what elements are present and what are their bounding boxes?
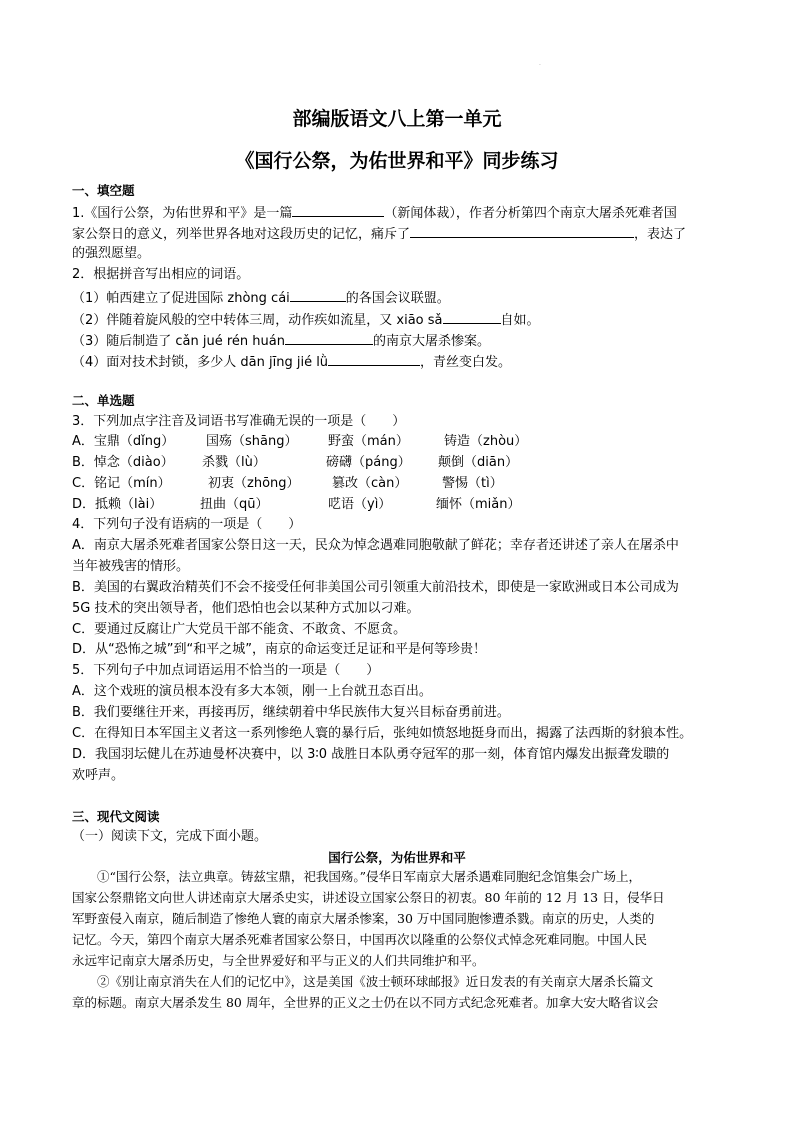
answer-blank [285,331,373,345]
article-line: 军野蛮侵入南京，随后制造了惨绝人寰的南京大屠杀惨案，30 万中国同胞惨遭杀戮。南京的历史，人类的 [72,911,655,926]
q4-option-b-cont: 5G 技术的突出领导者，他们恐怕也会以某种方式加以刁难。 [72,601,420,616]
answer-blank [410,224,634,238]
q4-option-a-cont: 当年被残害的情形。 [72,559,190,574]
reading-intro: （一）阅读下文，完成下面小题。 [72,829,268,844]
q5-option-d-cont: 欢呼声。 [72,768,125,783]
section-heading-single-choice: 二、单选题 [72,393,135,408]
article-line: 记忆。今天，第四个南京大屠杀死难者国家公祭日，中国再次以隆重的公祭仪式悼念死难同胞。中国人民 [72,932,648,947]
q1-line1: 1.《国行公祭，为佑世界和平》是一篇 （新闻体裁），作者分析第四个南京大屠杀死难者国 [72,203,732,222]
q2-item1: （1）帕西建立了促进国际 zhòng cái 的各国会议联盟。 [72,288,732,307]
q4-option-d: D．从“恐怖之城”到“和平之城”，南京的命运变迁足证和平是何等珍贵！ [72,642,486,657]
q2-item2: （2）伴随着旋风般的空中转体三周，动作疾如流星，又 xiāo sǎ 自如。 [72,310,732,329]
q5-option-c: C．在得知日本军国主义者这一系列惨绝人寰的暴行后，张纯如愤怒地挺身而出，揭露了法西斯的豺狼本性。 [72,726,693,741]
q4-option-a: A．南京大屠杀死难者国家公祭日这一天，民众为悼念遇难同胞敬献了鲜花；幸存者还讲述了亲人在屠杀中 [72,538,679,553]
article-line: ②《别让南京消失在人们的记忆中》，这是美国《波士顿环球邮报》近日发表的有关南京大屠杀长篇文 [72,974,654,989]
document-page: · 部编版语文八上第一单元 《国行公祭，为佑世界和平》同步练习 一、填空题 1.《国行公祭，为佑世界和平》是一篇 （新闻体裁），作者分析第四个南京大屠杀死难者国 家公祭日的意义，列举世界各地对这段历史的记忆，痛斥了 ，表达了 的强烈愿望。 2．根据拼音写出相应的词语。 （1）帕西建立了促进国际 zhòng cái 的各国会议联盟。 （2）伴随着旋风般的空中转体三周，动作疾如流星，又 xiāo sǎ 自如。 （3）随后制造了 cǎn jué rén huán 的南京大屠杀惨案。 （4）面对技术封锁，多少人 dān jīng jié lǜ ，青丝变白发。 二、单选题 3．下列加点字注音及词语书写准确无误的一项是（ ） A．宝鼎（dǐng） 国殇（shāng） 野蛮（mán） 铸造（zhòu） B．悼念（diào） 杀戮（lù） 磅礴（páng） 颠倒（diān） C．铭记（mín） 初衷（zhōng） 篡改（càn） 警惕（tì） D．抵赖（lài） 扭曲（qū） 呓语（yì） 缅怀（miǎn） 4．下列句子没有语病的一项是（ ） A．南京大屠杀死难者国家公祭日这一天，民众为悼念遇难同胞敬献了鲜花；幸存者还讲述了亲人在屠杀中 当年被残害的情形。 B．美国的右翼政治精英们不会不接受任何非美国公司引领重大前沿技术，即使是一家欧洲或日本公司成为 5G 技术的突出领导者，他们恐怕也会以某种方式加以刁难。 C．要通过反腐让广大党员干部不能贪、不敢贪、不愿贪。 D．从“恐怖之城”到“和平之城”，南京的命运变迁足证和平是何等珍贵！ 5．下列句子中加点词语运用不恰当的一项是（ ） A．这个戏班的演员根本没有多大本领，刚一上台就丑态百出。 B．我们要继往开来，再接再厉，继续朝着中华民族伟大复兴目标奋勇前进。 C．在得知日本军国主义者这一系列惨绝人寰的暴行后，张纯如愤怒地挺身而出，揭露了法西斯的豺狼本性。 D．我国羽坛健儿在苏迪曼杯决赛中，以 3∶0 战胜日本队勇夺冠军的那一刻，体育馆内爆发出振聋发聩的 欢呼声。 三、现代文阅读 （一）阅读下文，完成下面小题。 国行公祭，为佑世界和平 ①“国行公祭，法立典章。铸兹宝鼎，祀我国殇。”侵华日军南京大屠杀遇难同胞纪念馆集会广场上， 国家公祭鼎铭文向世人讲述南京大屠杀史实，讲述设立国家公祭日的初衷。80 年前的 12 月 13 日，侵华日 军野蛮侵入南京，随后制造了惨绝人寰的南京大屠杀惨案，30 万中国同胞惨遭杀戮。南京的历史，人类的 记忆。今天，第四个南京大屠杀死难者国家公祭日，中国再次以隆重的公祭仪式悼念死难同胞。中国人民 永远牢记南京大屠杀历史，与全世界爱好和平与正义的人们共同维护和平。 ②《别让南京消失在人们的记忆中》，这是美国《波士顿环球邮报》近日发表的有关南京大屠杀长篇文 章的标题。南京大屠杀发生 80 周年，全世界的正义之士仍在以不同方式纪念死难者。加拿大安大略省议会 [0,0,794,1123]
q5-stem: 5．下列句子中加点词语运用不恰当的一项是（ ） [72,663,380,678]
q1-line3: 的强烈愿望。 [72,246,151,261]
article-title: 国行公祭，为佑世界和平 [328,850,466,865]
section-heading-reading: 三、现代文阅读 [72,809,160,824]
q2-item4: （4）面对技术封锁，多少人 dān jīng jié lǜ ，青丝变白发。 [72,352,732,371]
q2-item3: （3）随后制造了 cǎn jué rén huán 的南京大屠杀惨案。 [72,331,732,350]
page-mark: · [539,62,541,69]
q4-option-b: B．美国的右翼政治精英们不会不接受任何非美国公司引领重大前沿技术，即使是一家欧洲或日本公司成为 [72,580,679,595]
article-line: 永远牢记南京大屠杀历史，与全世界爱好和平与正义的人们共同维护和平。 [72,953,485,968]
q5-option-b: B．我们要继往开来，再接再厉，继续朝着中华民族伟大复兴目标奋勇前进。 [72,705,510,720]
section-heading-fill-blank: 一、填空题 [72,183,135,198]
q5-option-d: D．我国羽坛健儿在苏迪曼杯决赛中，以 3∶0 战胜日本队勇夺冠军的那一刻，体育馆内爆发出振聋发聩的 [72,747,670,762]
q4-stem: 4．下列句子没有语病的一项是（ ） [72,517,302,532]
answer-blank [290,288,346,302]
q4-option-c: C．要通过反腐让广大党员干部不能贪、不敢贪、不愿贪。 [72,622,407,637]
document-subtitle: 《国行公祭，为佑世界和平》同步练习 [235,150,559,172]
article-line: 章的标题。南京大屠杀发生 80 周年，全世界的正义之士仍在以不同方式纪念死难者。加拿大安大略省议会 [72,995,659,1010]
q5-option-a: A．这个戏班的演员根本没有多大本领，刚一上台就丑态百出。 [72,684,432,699]
article-line: 国家公祭鼎铭文向世人讲述南京大屠杀史实，讲述设立国家公祭日的初衷。80 年前的 12 月 13 日，侵华日 [72,890,665,905]
document-title: 部编版语文八上第一单元 [292,108,502,130]
q1-line2: 家公祭日的意义，列举世界各地对这段历史的记忆，痛斥了 ，表达了 [72,224,732,243]
answer-blank [443,310,501,324]
q2-stem: 2．根据拼音写出相应的词语。 [72,267,250,282]
q3-stem: 3．下列加点字注音及词语书写准确无误的一项是（ ） [72,414,406,429]
article-line: ①“国行公祭，法立典章。铸兹宝鼎，祀我国殇。”侵华日军南京大屠杀遇难同胞纪念馆集会广场上， [72,869,642,884]
answer-blank [292,203,384,217]
answer-blank [328,352,420,366]
